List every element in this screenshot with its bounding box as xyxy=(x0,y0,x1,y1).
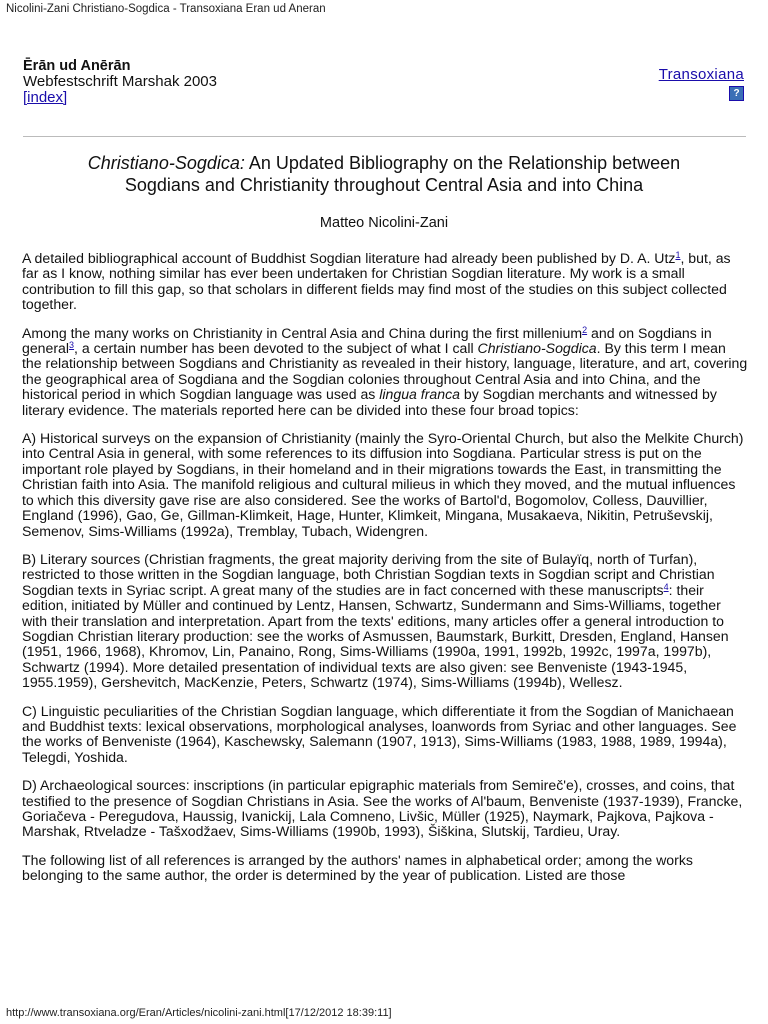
term-lingua-franca: lingua franca xyxy=(379,386,460,403)
paragraph-text: B) Literary sources (Christian fragments, the great majority deriving from the site of Bulayïq, north of Turfan), restricted to those written in the Sogdian language, both Christian Sogdian texts in Sogdian script and Christian Sogdian texts in Syriac script. A great many of the studies are in fact concerned with these manuscripts xyxy=(22,550,715,598)
site-subtitle: Webfestschrift Marshak 2003 xyxy=(23,73,217,90)
term-christiano-sogdica: Christiano-Sogdica xyxy=(477,340,597,357)
article-title-line1: An Updated Bibliography on the Relationship between xyxy=(244,153,681,173)
paragraph-topic-d: D) Archaeological sources: inscriptions (in particular epigraphic materials from Semireč'e), crosses, and coins, that testified to the presence of Sogdian Christians in Asia. See the works of Al'baum, Benveniste (1937-1939), Francke, Goriačeva - Peregudova, Haussig, Ivanickij, Lala Comneno, Livšic, Müller (1925), Naymark, Pajkova, Pajkova - Marshak, Rtveladze - Tašxodžaev, Sims-Williams (1990b, 1993), Šiškina, Slutskij, Tardieu, Uray. xyxy=(22,777,743,840)
article-title-line2: Sogdians and Christianity throughout Central Asia and into China xyxy=(124,175,644,195)
footnote-link-1[interactable]: 1 xyxy=(675,250,681,260)
paragraph-topic-c: C) Linguistic peculiarities of the Christian Sogdian language, which differentiate it from the Sogdian of Manichaean and Buddhist texts: lexical observations, morphological analyses, loanwords from Syriac and other languages. See the works of Benveniste (1964), Kaschewsky, Salemann (1907, 1913), Sims-Williams (1983, 1988, 1989, 1994a), Telegdi, Yoshida. xyxy=(22,702,737,765)
browser-footer-url: http://www.transoxiana.org/Eran/Articles/nicolini-zani.html[17/12/2012 18:39:11] xyxy=(6,1007,392,1019)
paragraph-text: , but, as far as I know, nothing similar has ever been undertaken for Christian Sogdian literature. My work is a small contribution to fill this gap, so that scholars in different fields may find most of the studies on this subject collected together. xyxy=(22,250,731,313)
paragraph-topic-b xyxy=(22,552,748,691)
paragraph-text: A detailed bibliographical account of Buddhist Sogdian literature had already been published by D. A. Utz xyxy=(22,250,676,266)
help-icon[interactable]: ? xyxy=(729,86,744,101)
site-title: Ērān ud Anērān xyxy=(23,58,131,74)
article-title xyxy=(22,152,746,196)
header-divider xyxy=(23,136,746,137)
paragraph-text: . By this term I mean the relationship between Sogdians and Christianity as revealed in their history, language, literature, and art, covering the geographical area of Sogdiana and the Sogdian colonies throughout Central Asia and into China, and the historical period in which Sogdian language was used as xyxy=(22,340,748,403)
paragraph-text: and on Sogdians in general xyxy=(22,324,712,357)
paragraph-text: : their edition, initiated by Müller and continued by Lentz, Hansen, Schwartz, Sundermann and Sims-Williams, together with their translation and interpretation. Apart from the texts' editions, many articles offer a general introduction to Sogdian Christian literary production: see the works of Asmussen, Baumstark, Burkitt, Dresden, England, Hansen (1951, 1966, 1968), Khromov, Lin, Panaino, Rong, Sims-Williams (1990a, 1991, 1992b, 1992c, 1997a, 1997b), Schwartz (1994). More detailed presentation of individual texts are also given: see Benveniste (1943-1945, 1955.1959), Gershevitch, MacKenzie, Peters, Schwartz (1974), Sims-Williams (1994b), Wellesz. xyxy=(22,581,729,691)
site-nav-right xyxy=(659,66,744,101)
article-body xyxy=(22,251,748,897)
index-link[interactable]: [index] xyxy=(23,89,68,106)
paragraph-scope xyxy=(22,326,748,418)
paragraph-text: Among the many works on Christianity in Central Asia and China during the first millenium xyxy=(22,324,583,341)
footnote-link-3[interactable]: 3 xyxy=(69,340,75,351)
article-author: Matteo Nicolini-Zani xyxy=(319,215,449,231)
paragraph-text: , a certain number has been devoted to the subject of what I call xyxy=(74,340,478,357)
footnote-link-2[interactable]: 2 xyxy=(582,324,588,335)
browser-page-title: Nicolini-Zani Christiano-Sogdica - Transoxiana Eran ud Aneran xyxy=(6,3,326,15)
site-header xyxy=(23,58,217,106)
paragraph-topic-a: A) Historical surveys on the expansion of Christianity (mainly the Syro-Oriental Church, but also the Melkite Church) into Central Asia in general, with some references to its diffusion into Sogdiana. Particular stress is put on the important role played by Sogdians, in their homeland and in their migrations towards the East, in transmitting the Christian faith into Asia. The manifold religious and cultural milieus in which they moved, and the mutual influences to which this diversity gave rise are also considered. See the works of Bartol'd, Bogomolov, Colless, Dauvillier, England (1996), Gao, Ge, Gillman-Klimkeit, Hage, Hunter, Klimkeit, Mingana, Musakaeva, Nikitin, Petruševskij, Semenov, Sims-Williams (1992a), Tremblay, Tubach, Widengren. xyxy=(22,430,744,539)
article-title-italic: Christiano-Sogdica: xyxy=(87,153,245,173)
transoxiana-link[interactable]: Transoxiana xyxy=(658,66,744,83)
paragraph-intro xyxy=(22,251,748,313)
footnote-link-4[interactable]: 4 xyxy=(663,581,669,592)
paragraph-references-intro: The following list of all references is arranged by the authors' names in alphabetical order; among the works belonging to the same author, the order is determined by the year of publication. Listed are those xyxy=(22,851,693,884)
paragraph-text: by Sogdian merchants and witnessed by literary evidence. The materials reported here can be divided into these four broad topics: xyxy=(22,386,717,418)
